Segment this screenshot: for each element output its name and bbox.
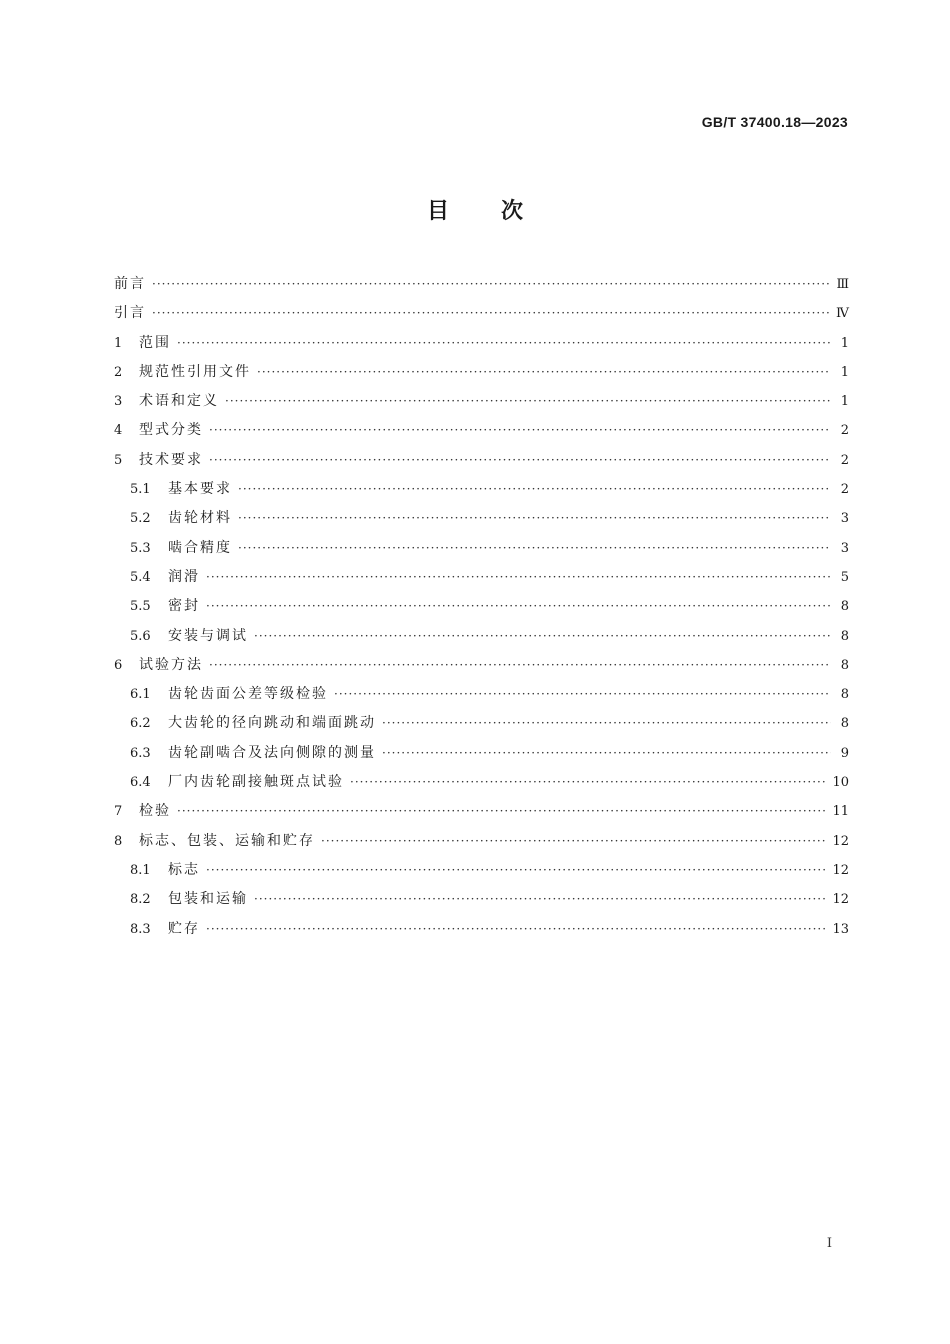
toc-entry-title: 试验方法 bbox=[139, 656, 203, 673]
toc-entry-6-3[interactable] bbox=[114, 739, 849, 768]
toc-entry-title: 厂内齿轮副接触斑点试验 bbox=[168, 774, 344, 791]
toc-entry-5-1[interactable] bbox=[114, 475, 849, 504]
toc-entry-page: 11 bbox=[832, 804, 849, 820]
toc-entry-5[interactable] bbox=[114, 446, 849, 475]
toc-entry-title: 贮存 bbox=[168, 920, 200, 937]
toc-dot-leader bbox=[206, 915, 826, 944]
toc-dot-leader bbox=[209, 651, 831, 680]
toc-dot-leader bbox=[254, 622, 831, 651]
toc-entry-page: 2 bbox=[840, 423, 849, 439]
toc-entry-page: 8 bbox=[840, 716, 849, 732]
toc-entry-6-2[interactable] bbox=[114, 709, 849, 738]
toc-dot-leader bbox=[206, 856, 826, 885]
toc-dot-leader bbox=[152, 299, 830, 328]
table-of-contents bbox=[114, 270, 849, 944]
toc-entry-page: 12 bbox=[832, 833, 849, 849]
toc-dot-leader bbox=[334, 680, 831, 709]
toc-dot-leader bbox=[206, 563, 831, 592]
toc-entry-8[interactable] bbox=[114, 827, 849, 856]
toc-dot-leader bbox=[209, 446, 831, 475]
toc-entry-title: 安装与调试 bbox=[168, 627, 248, 644]
toc-entry-page: 8 bbox=[840, 657, 849, 673]
toc-entry-7[interactable] bbox=[114, 797, 849, 826]
toc-dot-leader bbox=[209, 416, 831, 445]
toc-entry-page: 1 bbox=[840, 335, 849, 351]
toc-entry-number: 6 bbox=[114, 657, 123, 673]
toc-entry-5-3[interactable] bbox=[114, 534, 849, 563]
toc-entry-number: 3 bbox=[114, 394, 123, 410]
toc-entry-6[interactable] bbox=[114, 651, 849, 680]
toc-dot-leader bbox=[382, 709, 831, 738]
toc-entry-number: 2 bbox=[114, 364, 123, 380]
toc-entry-5-2[interactable] bbox=[114, 504, 849, 533]
toc-entry-title: 齿轮齿面公差等级检验 bbox=[168, 686, 328, 703]
toc-entry-page: Ⅲ bbox=[836, 277, 849, 292]
toc-entry-title: 基本要求 bbox=[168, 481, 232, 498]
toc-dot-leader bbox=[206, 592, 831, 621]
toc-entry-number: 6.3 bbox=[130, 745, 151, 761]
toc-entry-page: 2 bbox=[840, 452, 849, 468]
toc-entry-preface[interactable] bbox=[114, 270, 849, 299]
toc-dot-leader bbox=[257, 358, 831, 387]
toc-entry-number: 7 bbox=[114, 804, 123, 820]
toc-entry-title: 型式分类 bbox=[139, 422, 203, 439]
toc-entry-number: 5.6 bbox=[130, 628, 151, 644]
toc-entry-6-4[interactable] bbox=[114, 768, 849, 797]
toc-entry-5-6[interactable] bbox=[114, 622, 849, 651]
toc-entry-number: 6.4 bbox=[130, 775, 151, 791]
toc-entry-title: 技术要求 bbox=[139, 451, 203, 468]
toc-heading: 目次 bbox=[426, 199, 575, 224]
toc-dot-leader bbox=[238, 534, 831, 563]
toc-entry-title: 齿轮材料 bbox=[168, 510, 232, 527]
toc-entry-page: 13 bbox=[832, 921, 849, 937]
toc-entry-8-1[interactable] bbox=[114, 856, 849, 885]
toc-entry-number: 4 bbox=[114, 423, 123, 439]
toc-dot-leader bbox=[350, 768, 826, 797]
toc-entry-number: 8.3 bbox=[130, 921, 151, 937]
toc-entry-number: 5.5 bbox=[130, 599, 151, 615]
toc-dot-leader bbox=[254, 885, 826, 914]
toc-entry-introduction[interactable] bbox=[114, 299, 849, 328]
toc-entry-number: 5.3 bbox=[130, 540, 151, 556]
toc-entry-5-5[interactable] bbox=[114, 592, 849, 621]
toc-entry-page: 9 bbox=[840, 745, 849, 761]
toc-entry-page: 1 bbox=[840, 364, 849, 380]
standard-number: GB/T 37400.18—2023 bbox=[701, 114, 848, 130]
toc-dot-leader bbox=[382, 739, 831, 768]
toc-entry-3[interactable] bbox=[114, 387, 849, 416]
toc-entry-title: 前言 bbox=[114, 276, 146, 292]
toc-entry-title: 包装和运输 bbox=[168, 891, 248, 908]
toc-entry-page: Ⅳ bbox=[836, 306, 849, 322]
toc-entry-number: 5 bbox=[114, 452, 123, 468]
toc-entry-page: 1 bbox=[840, 394, 849, 410]
toc-entry-number: 6.1 bbox=[130, 687, 151, 703]
toc-entry-title: 引言 bbox=[114, 305, 146, 322]
toc-dot-leader bbox=[321, 827, 826, 856]
toc-dot-leader bbox=[177, 797, 826, 826]
toc-entry-number: 8.1 bbox=[130, 862, 151, 878]
toc-entry-page: 3 bbox=[840, 511, 849, 527]
toc-entry-2[interactable] bbox=[114, 358, 849, 387]
toc-entry-6-1[interactable] bbox=[114, 680, 849, 709]
toc-entry-page: 8 bbox=[840, 687, 849, 703]
toc-entry-title: 术语和定义 bbox=[139, 393, 219, 410]
toc-dot-leader bbox=[225, 387, 831, 416]
toc-entry-title: 啮合精度 bbox=[168, 539, 232, 556]
toc-dot-leader bbox=[238, 475, 831, 504]
toc-entry-number: 5.1 bbox=[130, 482, 151, 498]
toc-entry-title: 标志 bbox=[168, 861, 200, 878]
toc-entry-title: 大齿轮的径向跳动和端面跳动 bbox=[168, 715, 376, 732]
toc-dot-leader bbox=[177, 329, 831, 358]
toc-entry-title: 密封 bbox=[168, 598, 200, 615]
toc-entry-page: 12 bbox=[832, 892, 849, 908]
toc-entry-5-4[interactable] bbox=[114, 563, 849, 592]
toc-entry-page: 5 bbox=[840, 569, 849, 585]
toc-entry-page: 8 bbox=[840, 628, 849, 644]
toc-entry-number: 8.2 bbox=[130, 892, 151, 908]
toc-entry-page: 10 bbox=[832, 775, 849, 791]
toc-entry-number: 8 bbox=[114, 833, 123, 849]
toc-entry-title: 规范性引用文件 bbox=[139, 363, 251, 380]
page-number: I bbox=[826, 1236, 832, 1251]
toc-entry-page: 12 bbox=[832, 862, 849, 878]
toc-entry-page: 3 bbox=[840, 540, 849, 556]
toc-dot-leader bbox=[152, 270, 830, 299]
toc-entry-number: 5.2 bbox=[130, 511, 151, 527]
toc-entry-1[interactable] bbox=[114, 329, 849, 358]
toc-entry-title: 润滑 bbox=[168, 568, 200, 585]
toc-entry-page: 2 bbox=[840, 482, 849, 498]
toc-entry-number: 6.2 bbox=[130, 716, 151, 732]
toc-entry-page: 8 bbox=[840, 599, 849, 615]
toc-entry-4[interactable] bbox=[114, 416, 849, 445]
toc-entry-number: 1 bbox=[114, 335, 123, 351]
toc-entry-number: 5.4 bbox=[130, 569, 151, 585]
toc-entry-8-2[interactable] bbox=[114, 885, 849, 914]
toc-dot-leader bbox=[238, 504, 831, 533]
toc-entry-title: 检验 bbox=[139, 803, 171, 820]
toc-entry-title: 标志、包装、运输和贮存 bbox=[139, 832, 315, 849]
toc-entry-title: 范围 bbox=[139, 334, 171, 351]
toc-entry-title: 齿轮副啮合及法向侧隙的测量 bbox=[168, 744, 376, 761]
toc-entry-8-3[interactable] bbox=[114, 915, 849, 944]
